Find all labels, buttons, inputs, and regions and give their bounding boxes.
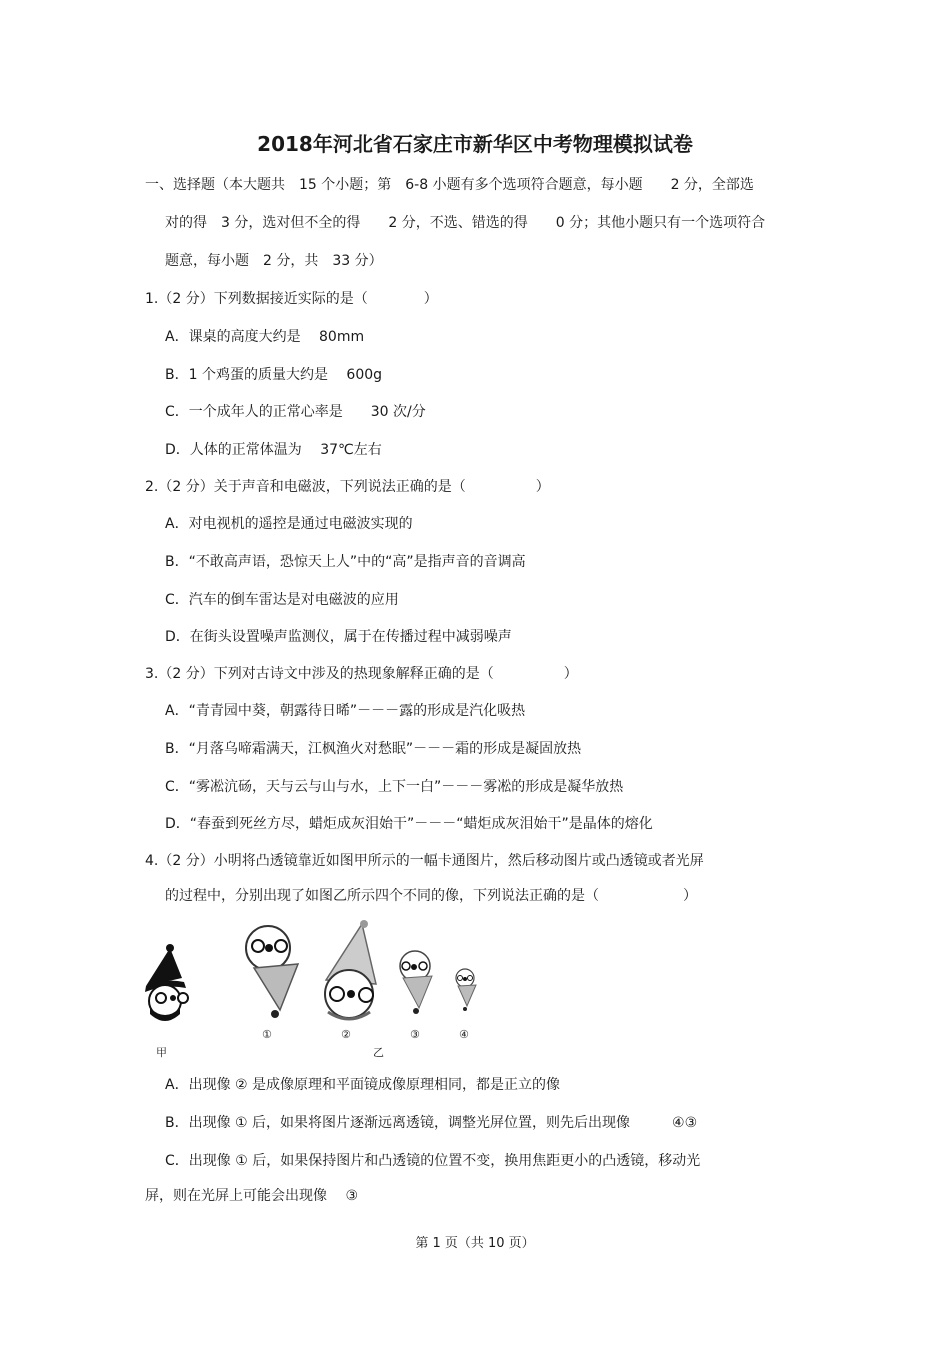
page-footer: 第 1 页（共 10 页） bbox=[415, 1236, 535, 1251]
question-4-stem-line-2: 的过程中，分别出现了如图乙所示四个不同的像，下列说法正确的是（ ） bbox=[165, 888, 697, 904]
question-3-option-b: B．“月落乌啼霜满天，江枫渔火对愁眠”－－－霜的形成是凝固放热 bbox=[165, 741, 582, 757]
question-3-option-d: D．“春蚕到死丝方尽，蜡炬成灰泪始干”－－－“蜡炬成灰泪始干”是晶体的熔化 bbox=[165, 816, 653, 832]
cartoon-image-3 bbox=[400, 951, 432, 1014]
section-header-line-3: 题意，每小题 2 分，共 33 分） bbox=[165, 253, 383, 269]
question-2-stem: 2.（2 分）关于声音和电磁波，下列说法正确的是（ ） bbox=[145, 479, 550, 495]
question-1-stem: 1.（2 分）下列数据接近实际的是（ ） bbox=[145, 291, 438, 307]
question-2-option-d: D．在街头设置噪声监测仪，属于在传播过程中减弱噪声 bbox=[165, 629, 512, 645]
cartoon-lens-figure bbox=[140, 918, 500, 1063]
question-2-option-a: A．对电视机的遥控是通过电磁波实现的 bbox=[165, 516, 413, 532]
section-header-line-2: 对的得 3 分，选对但不全的得 2 分，不选、错选的得 0 分；其他小题只有一个选项符合 bbox=[165, 215, 766, 231]
figure-label-yi: 乙 bbox=[373, 1046, 384, 1059]
cartoon-image-2 bbox=[325, 920, 376, 1019]
question-4-option-c-line-1: C．出现像 ① 后，如果保持图片和凸透镜的位置不变，换用焦距更小的凸透镜，移动光 bbox=[165, 1153, 701, 1169]
question-4-option-b: B．出现像 ① 后，如果将图片逐渐远离透镜，调整光屏位置，则先后出现像 ④③ bbox=[165, 1115, 698, 1131]
question-1-option-c: C．一个成年人的正常心率是 30 次/分 bbox=[165, 404, 426, 420]
cartoon-image-4 bbox=[456, 969, 476, 1011]
section-header-line-1: 一、选择题（本大题共 15 个小题；第 6-8 小题有多个选项符合题意，每小题 2 分，全部选 bbox=[145, 177, 754, 193]
question-1-option-b: B．1 个鸡蛋的质量大约是 600g bbox=[165, 367, 383, 383]
question-3-option-c: C．“雾凇沆砀，天与云与山与水，上下一白”－－－雾凇的形成是凝华放热 bbox=[165, 779, 624, 795]
question-4-stem-line-1: 4.（2 分）小明将凸透镜靠近如图甲所示的一幅卡通图片，然后移动图片或凸透镜或者光屏 bbox=[145, 853, 704, 869]
figure-label-jia: 甲 bbox=[156, 1046, 167, 1059]
question-3-stem: 3.（2 分）下列对古诗文中涉及的热现象解释正确的是（ ） bbox=[145, 666, 578, 682]
page-title: 2018年河北省石家庄市新华区中考物理模拟试卷 bbox=[257, 132, 693, 156]
question-1-option-a: A．课桌的高度大约是 80mm bbox=[165, 329, 365, 345]
question-3-option-a: A．“青青园中葵，朝露待日晞”－－－露的形成是汽化吸热 bbox=[165, 703, 526, 719]
image-label-1: ① bbox=[262, 1028, 272, 1041]
question-1-option-d: D．人体的正常体温为 37℃左右 bbox=[165, 442, 382, 458]
question-2-option-b: B．“不敢高声语，恐惊天上人”中的“高”是指声音的音调高 bbox=[165, 554, 526, 570]
image-label-3: ③ bbox=[410, 1028, 420, 1041]
cartoon-original bbox=[145, 944, 188, 1021]
question-4-option-c-line-2: 屏，则在光屏上可能会出现像 ③ bbox=[145, 1188, 359, 1204]
cartoon-image-1 bbox=[246, 926, 298, 1018]
image-label-2: ② bbox=[341, 1028, 351, 1041]
cartoon-images bbox=[140, 918, 500, 1063]
question-4-option-a: A．出现像 ② 是成像原理和平面镜成像原理相同，都是正立的像 bbox=[165, 1077, 561, 1093]
question-2-option-c: C．汽车的倒车雷达是对电磁波的应用 bbox=[165, 592, 399, 608]
image-label-4: ④ bbox=[459, 1028, 469, 1041]
